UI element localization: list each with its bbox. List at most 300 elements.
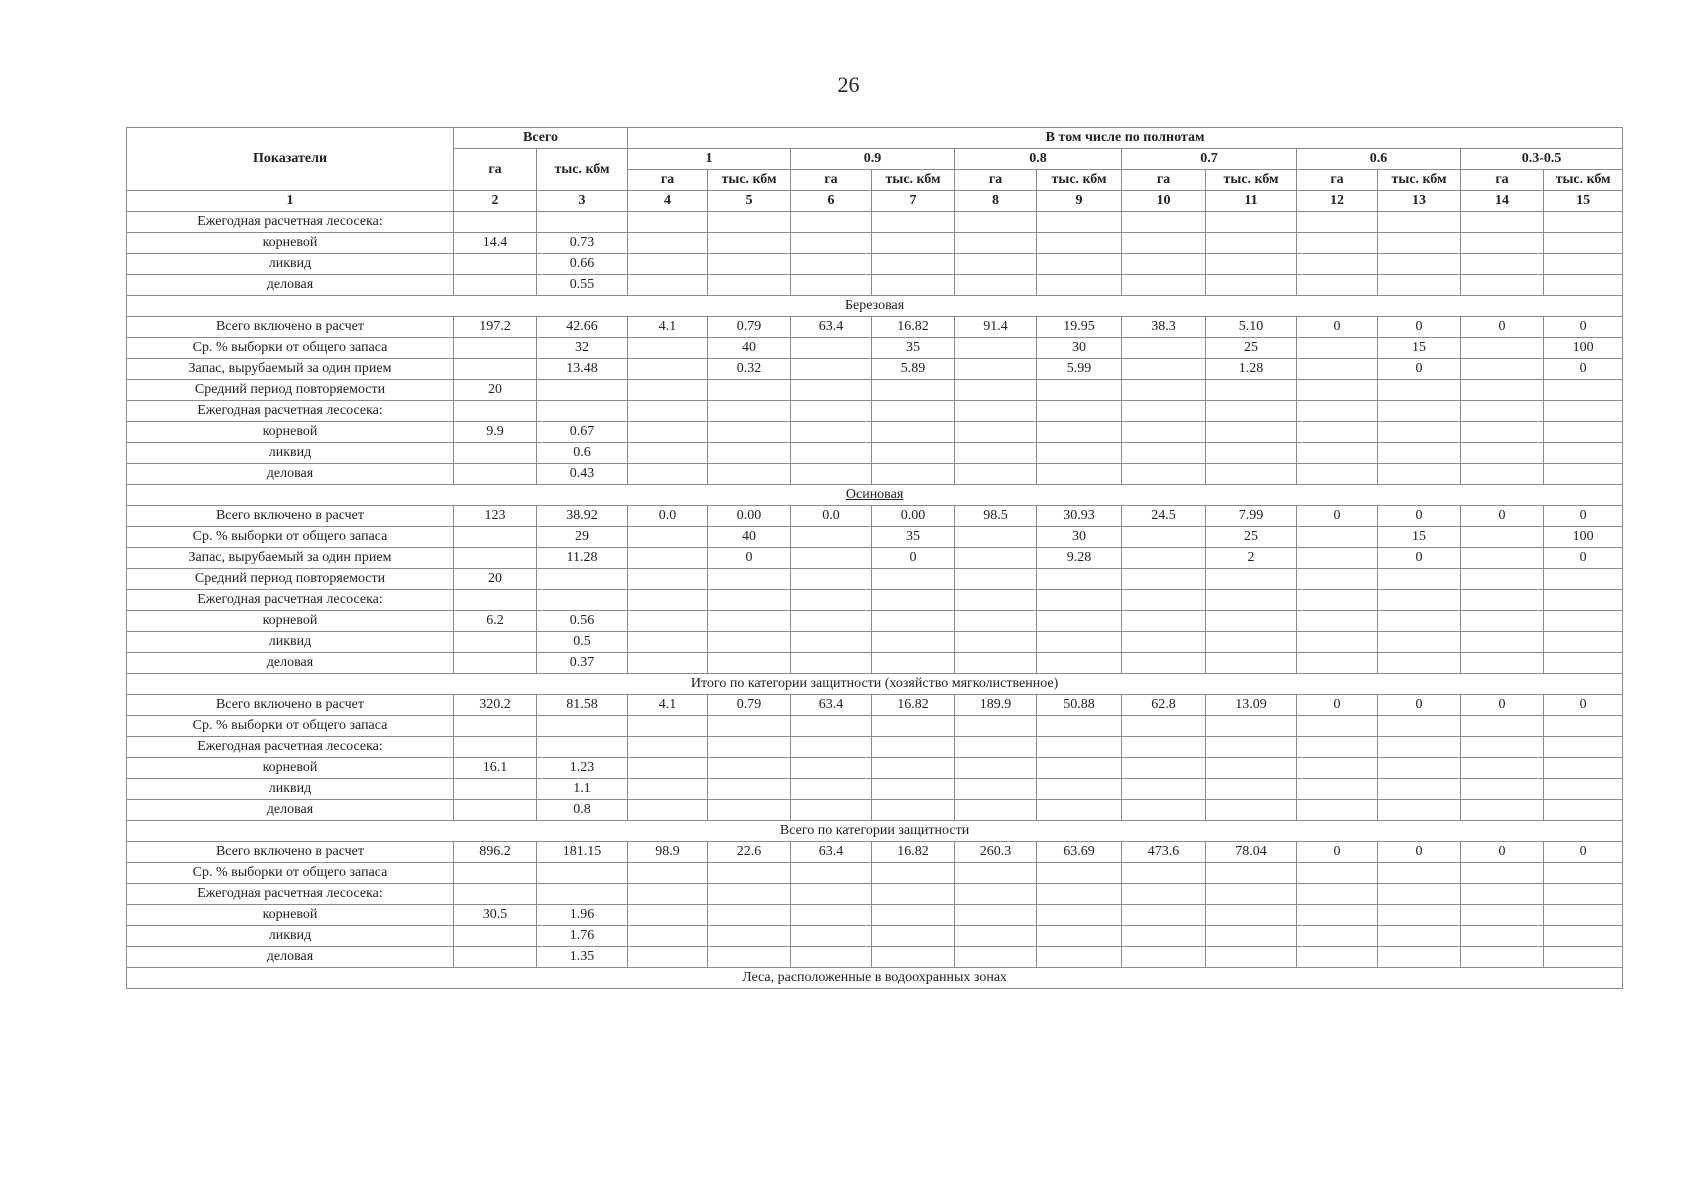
table-cell bbox=[1122, 737, 1206, 758]
table-cell bbox=[1461, 338, 1544, 359]
table-cell bbox=[628, 653, 708, 674]
table-cell bbox=[872, 716, 955, 737]
table-cell bbox=[1122, 401, 1206, 422]
table-cell: 0 bbox=[1378, 842, 1461, 863]
table-cell bbox=[1297, 401, 1378, 422]
table-cell bbox=[708, 233, 791, 254]
table-cell: 0 bbox=[1461, 842, 1544, 863]
section-title-text: Осиновая bbox=[845, 487, 904, 502]
table-cell: 0.66 bbox=[537, 254, 628, 275]
header-density: 0.8 bbox=[955, 149, 1122, 170]
row-label: Ср. % выборки от общего запаса bbox=[127, 863, 454, 884]
table-cell bbox=[454, 275, 537, 296]
table-cell bbox=[791, 569, 872, 590]
table-cell bbox=[791, 611, 872, 632]
table-cell bbox=[454, 212, 537, 233]
table-cell bbox=[1206, 779, 1297, 800]
table-cell bbox=[1378, 611, 1461, 632]
table-cell bbox=[872, 800, 955, 821]
table-cell bbox=[791, 800, 872, 821]
column-number: 4 bbox=[628, 191, 708, 212]
table-cell bbox=[1297, 926, 1378, 947]
column-number: 2 bbox=[454, 191, 537, 212]
table-cell bbox=[791, 359, 872, 380]
table-row bbox=[127, 653, 1623, 674]
table-cell bbox=[454, 338, 537, 359]
table-cell bbox=[1037, 863, 1122, 884]
table-cell bbox=[1037, 716, 1122, 737]
table-cell: 19.95 bbox=[1037, 317, 1122, 338]
table-cell bbox=[791, 233, 872, 254]
table-row bbox=[127, 695, 1623, 716]
table-cell bbox=[791, 443, 872, 464]
table-cell bbox=[1037, 884, 1122, 905]
table-cell bbox=[1378, 653, 1461, 674]
table-cell bbox=[1544, 779, 1623, 800]
row-label: Всего включено в расчет bbox=[127, 842, 454, 863]
table-cell bbox=[872, 863, 955, 884]
table-cell bbox=[1378, 422, 1461, 443]
table-cell: 0 bbox=[1297, 842, 1378, 863]
table-cell: 40 bbox=[708, 527, 791, 548]
table-cell bbox=[1544, 569, 1623, 590]
table-cell bbox=[1122, 464, 1206, 485]
table-row bbox=[127, 947, 1623, 968]
table-cell: 16.82 bbox=[872, 842, 955, 863]
table-cell bbox=[537, 569, 628, 590]
table-row bbox=[127, 338, 1623, 359]
table-cell: 0 bbox=[1544, 506, 1623, 527]
table-cell: 98.9 bbox=[628, 842, 708, 863]
table-cell: 320.2 bbox=[454, 695, 537, 716]
table-cell: 30 bbox=[1037, 527, 1122, 548]
table-cell: 189.9 bbox=[955, 695, 1037, 716]
table-cell bbox=[955, 422, 1037, 443]
table-cell: 1.23 bbox=[537, 758, 628, 779]
table-cell bbox=[1297, 716, 1378, 737]
row-label: Всего включено в расчет bbox=[127, 506, 454, 527]
table-cell bbox=[1544, 653, 1623, 674]
table-cell bbox=[628, 401, 708, 422]
table-cell bbox=[1037, 632, 1122, 653]
table-cell bbox=[955, 905, 1037, 926]
table-row bbox=[127, 506, 1623, 527]
row-label: Ежегодная расчетная лесосека: bbox=[127, 401, 454, 422]
table-cell bbox=[1297, 338, 1378, 359]
table-cell bbox=[1297, 758, 1378, 779]
table-cell bbox=[955, 863, 1037, 884]
table-cell bbox=[1122, 863, 1206, 884]
table-cell bbox=[1461, 926, 1544, 947]
table-cell bbox=[955, 359, 1037, 380]
table-cell bbox=[1544, 611, 1623, 632]
row-label: ликвид bbox=[127, 779, 454, 800]
table-cell bbox=[628, 380, 708, 401]
table-cell bbox=[791, 737, 872, 758]
table-cell bbox=[628, 779, 708, 800]
table-row bbox=[127, 359, 1623, 380]
table-cell: 29 bbox=[537, 527, 628, 548]
table-cell bbox=[1122, 569, 1206, 590]
table-cell bbox=[708, 254, 791, 275]
table-cell bbox=[1206, 884, 1297, 905]
table-cell bbox=[1544, 905, 1623, 926]
table-cell bbox=[1297, 569, 1378, 590]
table-cell bbox=[1122, 443, 1206, 464]
table-cell bbox=[708, 443, 791, 464]
table-cell bbox=[791, 947, 872, 968]
table-cell bbox=[628, 632, 708, 653]
column-number: 12 bbox=[1297, 191, 1378, 212]
table-row bbox=[127, 632, 1623, 653]
forest-cutting-table bbox=[126, 127, 1623, 989]
table-cell bbox=[454, 632, 537, 653]
table-cell bbox=[1037, 947, 1122, 968]
table-cell bbox=[1037, 212, 1122, 233]
table-cell: 100 bbox=[1544, 527, 1623, 548]
table-cell: 0.79 bbox=[708, 695, 791, 716]
table-cell bbox=[1297, 359, 1378, 380]
table-cell bbox=[872, 569, 955, 590]
table-cell: 0.43 bbox=[537, 464, 628, 485]
table-cell: 0.00 bbox=[872, 506, 955, 527]
table-cell bbox=[1544, 716, 1623, 737]
table-cell bbox=[1461, 590, 1544, 611]
table-cell bbox=[1122, 338, 1206, 359]
row-label: Ср. % выборки от общего запаса bbox=[127, 716, 454, 737]
column-number: 13 bbox=[1378, 191, 1461, 212]
table-cell bbox=[454, 548, 537, 569]
header-total-volume: тыс. кбм bbox=[537, 149, 628, 191]
table-cell bbox=[1206, 863, 1297, 884]
table-cell bbox=[791, 464, 872, 485]
table-row bbox=[127, 275, 1623, 296]
table-cell bbox=[708, 464, 791, 485]
table-cell bbox=[791, 275, 872, 296]
table-cell bbox=[628, 212, 708, 233]
table-cell: 25 bbox=[1206, 338, 1297, 359]
table-cell: 0 bbox=[1461, 317, 1544, 338]
row-label: корневой bbox=[127, 905, 454, 926]
table-cell bbox=[537, 212, 628, 233]
table-cell bbox=[628, 716, 708, 737]
table-cell bbox=[791, 884, 872, 905]
table-cell bbox=[708, 737, 791, 758]
table-cell: 0 bbox=[1378, 359, 1461, 380]
section-row bbox=[127, 485, 1623, 506]
table-cell bbox=[955, 653, 1037, 674]
table-cell: 0.6 bbox=[537, 443, 628, 464]
table-cell bbox=[1037, 464, 1122, 485]
table-cell bbox=[628, 569, 708, 590]
row-label: Запас, вырубаемый за один прием bbox=[127, 548, 454, 569]
table-cell bbox=[872, 254, 955, 275]
table-cell bbox=[1544, 380, 1623, 401]
table-cell bbox=[872, 758, 955, 779]
table-cell: 0 bbox=[1378, 317, 1461, 338]
table-cell: 11.28 bbox=[537, 548, 628, 569]
table-cell: 0 bbox=[1544, 359, 1623, 380]
table-cell: 15 bbox=[1378, 527, 1461, 548]
table-cell bbox=[1037, 758, 1122, 779]
table-cell bbox=[1037, 926, 1122, 947]
table-cell: 473.6 bbox=[1122, 842, 1206, 863]
table-cell bbox=[1544, 947, 1623, 968]
table-cell bbox=[1544, 800, 1623, 821]
table-cell bbox=[708, 758, 791, 779]
table-row bbox=[127, 212, 1623, 233]
table-header bbox=[127, 128, 1623, 212]
table-cell bbox=[1122, 905, 1206, 926]
table-cell bbox=[537, 863, 628, 884]
table-cell bbox=[1544, 590, 1623, 611]
table-cell bbox=[1037, 779, 1122, 800]
table-cell bbox=[791, 863, 872, 884]
table-cell bbox=[1378, 737, 1461, 758]
table-cell: 1.76 bbox=[537, 926, 628, 947]
table-cell bbox=[628, 800, 708, 821]
table-cell bbox=[955, 611, 1037, 632]
header-total-ha: га bbox=[454, 149, 537, 191]
table-cell bbox=[1206, 443, 1297, 464]
header-volume: тыс. кбм bbox=[1544, 170, 1623, 191]
table-cell bbox=[791, 779, 872, 800]
table-cell bbox=[791, 926, 872, 947]
table-cell bbox=[1378, 863, 1461, 884]
header-by-density: В том числе по полнотам bbox=[628, 128, 1623, 149]
row-label: корневой bbox=[127, 758, 454, 779]
table-row bbox=[127, 317, 1623, 338]
row-label: Средний период повторяемости bbox=[127, 569, 454, 590]
row-label: ликвид bbox=[127, 632, 454, 653]
table-cell: 81.58 bbox=[537, 695, 628, 716]
table-cell bbox=[872, 611, 955, 632]
table-cell bbox=[1122, 926, 1206, 947]
table-cell bbox=[1297, 380, 1378, 401]
table-cell: 0 bbox=[1297, 506, 1378, 527]
table-cell bbox=[1122, 758, 1206, 779]
table-cell: 0.0 bbox=[791, 506, 872, 527]
column-number: 10 bbox=[1122, 191, 1206, 212]
table-cell bbox=[628, 947, 708, 968]
table-cell bbox=[955, 464, 1037, 485]
table-cell bbox=[955, 569, 1037, 590]
table-cell: 0.55 bbox=[537, 275, 628, 296]
table-cell bbox=[1206, 212, 1297, 233]
table-cell bbox=[1461, 779, 1544, 800]
table-cell bbox=[955, 632, 1037, 653]
table-cell bbox=[1037, 590, 1122, 611]
header-density: 0.9 bbox=[791, 149, 955, 170]
table-cell bbox=[454, 464, 537, 485]
table-row bbox=[127, 863, 1623, 884]
table-cell bbox=[791, 632, 872, 653]
table-cell: 40 bbox=[708, 338, 791, 359]
table-cell bbox=[628, 338, 708, 359]
section-title-text: Всего по категории защитности bbox=[779, 823, 970, 838]
table-cell bbox=[628, 254, 708, 275]
table-cell bbox=[454, 800, 537, 821]
row-label: Ежегодная расчетная лесосека: bbox=[127, 590, 454, 611]
table-cell bbox=[1378, 800, 1461, 821]
table-cell bbox=[628, 464, 708, 485]
table-row bbox=[127, 905, 1623, 926]
table-cell bbox=[955, 443, 1037, 464]
table-cell bbox=[1297, 653, 1378, 674]
table-cell: 5.99 bbox=[1037, 359, 1122, 380]
table-cell bbox=[628, 527, 708, 548]
table-cell: 30.93 bbox=[1037, 506, 1122, 527]
table-row bbox=[127, 758, 1623, 779]
table-cell: 35 bbox=[872, 527, 955, 548]
table-cell bbox=[1122, 611, 1206, 632]
table-cell bbox=[1037, 905, 1122, 926]
header-volume: тыс. кбм bbox=[708, 170, 791, 191]
header-total: Всего bbox=[454, 128, 628, 149]
header-volume: тыс. кбм bbox=[1037, 170, 1122, 191]
table-cell bbox=[708, 926, 791, 947]
table-cell: 0 bbox=[1461, 506, 1544, 527]
table-cell bbox=[708, 422, 791, 443]
table-row bbox=[127, 527, 1623, 548]
table-cell bbox=[1378, 254, 1461, 275]
table-cell bbox=[872, 653, 955, 674]
header-ha: га bbox=[1461, 170, 1544, 191]
table-cell bbox=[454, 653, 537, 674]
table-cell bbox=[1461, 548, 1544, 569]
table-cell bbox=[708, 779, 791, 800]
table-cell bbox=[1037, 275, 1122, 296]
table-cell bbox=[1461, 716, 1544, 737]
row-label: Средний период повторяемости bbox=[127, 380, 454, 401]
row-label: Ср. % выборки от общего запаса bbox=[127, 338, 454, 359]
table-cell: 63.4 bbox=[791, 317, 872, 338]
table-cell bbox=[628, 233, 708, 254]
table-cell bbox=[1122, 632, 1206, 653]
table-cell: 6.2 bbox=[454, 611, 537, 632]
table-cell bbox=[791, 905, 872, 926]
table-cell bbox=[955, 926, 1037, 947]
header-density: 0.3-0.5 bbox=[1461, 149, 1623, 170]
table-cell: 123 bbox=[454, 506, 537, 527]
column-number: 9 bbox=[1037, 191, 1122, 212]
header-density: 0.6 bbox=[1297, 149, 1461, 170]
table-cell bbox=[872, 275, 955, 296]
table-cell: 0 bbox=[1378, 548, 1461, 569]
table-cell: 91.4 bbox=[955, 317, 1037, 338]
table-cell bbox=[537, 590, 628, 611]
table-cell: 50.88 bbox=[1037, 695, 1122, 716]
row-label: корневой bbox=[127, 611, 454, 632]
table-cell: 1.96 bbox=[537, 905, 628, 926]
table-cell: 0.73 bbox=[537, 233, 628, 254]
column-number-row bbox=[127, 191, 1623, 212]
row-label: корневой bbox=[127, 422, 454, 443]
table-cell: 63.4 bbox=[791, 842, 872, 863]
table-cell bbox=[1378, 275, 1461, 296]
table-cell bbox=[1297, 779, 1378, 800]
table-cell bbox=[454, 926, 537, 947]
table-cell: 24.5 bbox=[1122, 506, 1206, 527]
table-cell: 181.15 bbox=[537, 842, 628, 863]
table-cell bbox=[1122, 779, 1206, 800]
table-cell bbox=[628, 884, 708, 905]
table-cell bbox=[791, 527, 872, 548]
column-number: 15 bbox=[1544, 191, 1623, 212]
header-volume: тыс. кбм bbox=[1206, 170, 1297, 191]
table-cell bbox=[791, 653, 872, 674]
table-cell bbox=[1544, 464, 1623, 485]
table-cell bbox=[1206, 275, 1297, 296]
table-row bbox=[127, 422, 1623, 443]
table-cell bbox=[708, 800, 791, 821]
table-cell bbox=[872, 590, 955, 611]
table-cell bbox=[1461, 863, 1544, 884]
column-number: 14 bbox=[1461, 191, 1544, 212]
table-cell bbox=[1461, 758, 1544, 779]
table-cell bbox=[791, 590, 872, 611]
table-cell bbox=[1206, 758, 1297, 779]
table-cell bbox=[1037, 380, 1122, 401]
table-cell bbox=[791, 380, 872, 401]
table-cell bbox=[1378, 443, 1461, 464]
table-cell bbox=[1297, 863, 1378, 884]
row-label: Ежегодная расчетная лесосека: bbox=[127, 737, 454, 758]
table-cell bbox=[1206, 464, 1297, 485]
table-cell bbox=[628, 443, 708, 464]
table-cell bbox=[454, 716, 537, 737]
table-cell bbox=[628, 611, 708, 632]
table-cell bbox=[1206, 401, 1297, 422]
table-cell bbox=[872, 464, 955, 485]
header-volume: тыс. кбм bbox=[872, 170, 955, 191]
table-row bbox=[127, 548, 1623, 569]
table-cell bbox=[1461, 275, 1544, 296]
table-cell bbox=[628, 275, 708, 296]
table-cell: 14.4 bbox=[454, 233, 537, 254]
table-cell bbox=[872, 422, 955, 443]
table-row bbox=[127, 443, 1623, 464]
section-title bbox=[127, 485, 1623, 506]
table-cell bbox=[955, 380, 1037, 401]
table-cell bbox=[454, 884, 537, 905]
table-cell: 32 bbox=[537, 338, 628, 359]
table-cell bbox=[955, 758, 1037, 779]
table-cell bbox=[955, 590, 1037, 611]
table-cell bbox=[955, 884, 1037, 905]
table-cell: 0 bbox=[708, 548, 791, 569]
table-cell: 63.69 bbox=[1037, 842, 1122, 863]
table-cell: 0.8 bbox=[537, 800, 628, 821]
table-cell bbox=[1122, 527, 1206, 548]
table-cell bbox=[955, 947, 1037, 968]
table-cell bbox=[872, 947, 955, 968]
table-cell bbox=[1122, 884, 1206, 905]
table-cell bbox=[537, 884, 628, 905]
table-row bbox=[127, 380, 1623, 401]
table-cell bbox=[1297, 233, 1378, 254]
table-cell: 4.1 bbox=[628, 317, 708, 338]
table-cell bbox=[955, 800, 1037, 821]
row-label: Запас, вырубаемый за один прием bbox=[127, 359, 454, 380]
table-cell: 0 bbox=[1461, 695, 1544, 716]
row-label: ликвид bbox=[127, 443, 454, 464]
table-cell bbox=[1122, 422, 1206, 443]
table-cell bbox=[1544, 422, 1623, 443]
table-cell: 0 bbox=[1544, 842, 1623, 863]
table-cell bbox=[1544, 233, 1623, 254]
table-cell: 13.09 bbox=[1206, 695, 1297, 716]
